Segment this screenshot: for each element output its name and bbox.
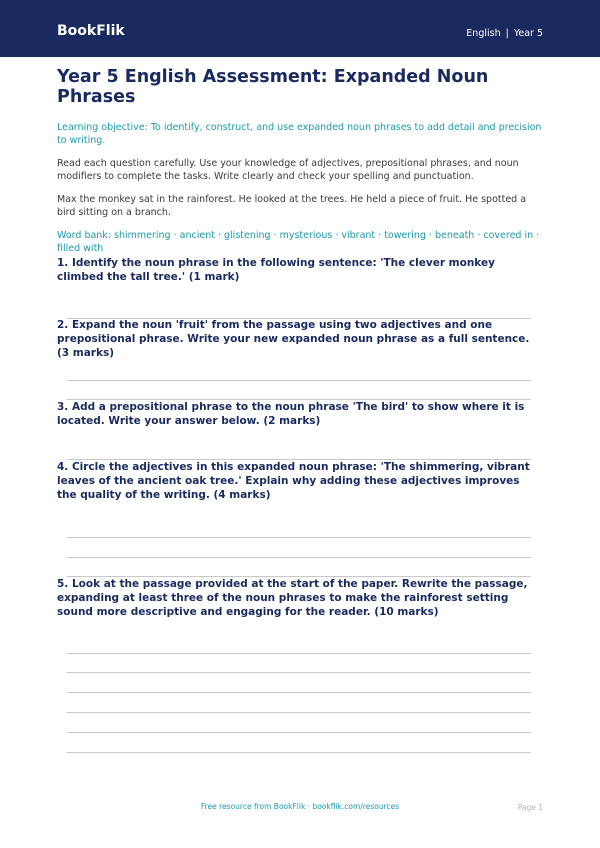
answer-line[interactable] [67, 752, 531, 753]
question-1 [57, 256, 537, 284]
question-text: 2. Expand the noun 'fruit' from the passage using two adjectives and one prepositional phrase. Write your new expanded noun phrase as a full sentence. (3 marks) [57, 319, 530, 359]
question-2 [57, 318, 537, 360]
question-text: 1. Identify the noun phrase in the following sentence: 'The clever monkey climbed the tall tree.' (1 mark) [57, 257, 495, 283]
subject-year-label [466, 28, 543, 39]
subject-label: English [466, 28, 501, 39]
intro-section [57, 67, 543, 255]
separator: | [505, 28, 509, 39]
learning-objective: Learning objective: To identify, construct, and use expanded noun phrases to add detail and precision to writing. [57, 122, 542, 146]
passage: Max the monkey sat in the rainforest. He looked at the trees. He held a piece of fruit. He spotted a bird sitting on a branch. [57, 194, 527, 218]
footer-source[interactable]: Free resource from BookFlik · bookflik.com/resources [200, 802, 400, 811]
answer-line[interactable] [67, 557, 531, 558]
answer-line[interactable] [67, 537, 531, 538]
page-number: Page 1 [517, 803, 543, 812]
question-4 [57, 460, 537, 502]
answer-line[interactable] [67, 672, 531, 673]
answer-line[interactable] [67, 712, 531, 713]
answer-line[interactable] [67, 653, 531, 654]
question-5 [57, 577, 537, 619]
question-text: 5. Look at the passage provided at the start of the paper. Rewrite the passage, expanding at least three of the noun phrases to make the rainforest setting sound more descriptive and engaging for the reader. (10 marks) [57, 578, 528, 618]
page-header [0, 0, 600, 57]
brand-logo: BookFlik [57, 23, 125, 39]
question-3 [57, 400, 537, 428]
answer-line[interactable] [67, 380, 531, 381]
word-bank: Word bank: shimmering · ancient · glistening · mysterious · vibrant · towering · beneath · covered in · filled with [57, 230, 540, 254]
instructions: Read each question carefully. Use your knowledge of adjectives, prepositional phrases, and noun modifiers to complete the tasks. Write clearly and check your spelling and punctuation. [57, 158, 519, 182]
answer-line[interactable] [67, 732, 531, 733]
answer-line[interactable] [67, 692, 531, 693]
question-text: 3. Add a prepositional phrase to the noun phrase 'The bird' to show where it is located. Write your answer below. (2 marks) [57, 401, 525, 427]
question-text: 4. Circle the adjectives in this expanded noun phrase: 'The shimmering, vibrant leaves of the ancient oak tree.' Explain why adding these adjectives improves the quality of the writing. (4 marks) [57, 461, 530, 501]
year-label: Year 5 [513, 28, 543, 39]
page-title: Year 5 English Assessment: Expanded Noun Phrases [57, 67, 489, 107]
